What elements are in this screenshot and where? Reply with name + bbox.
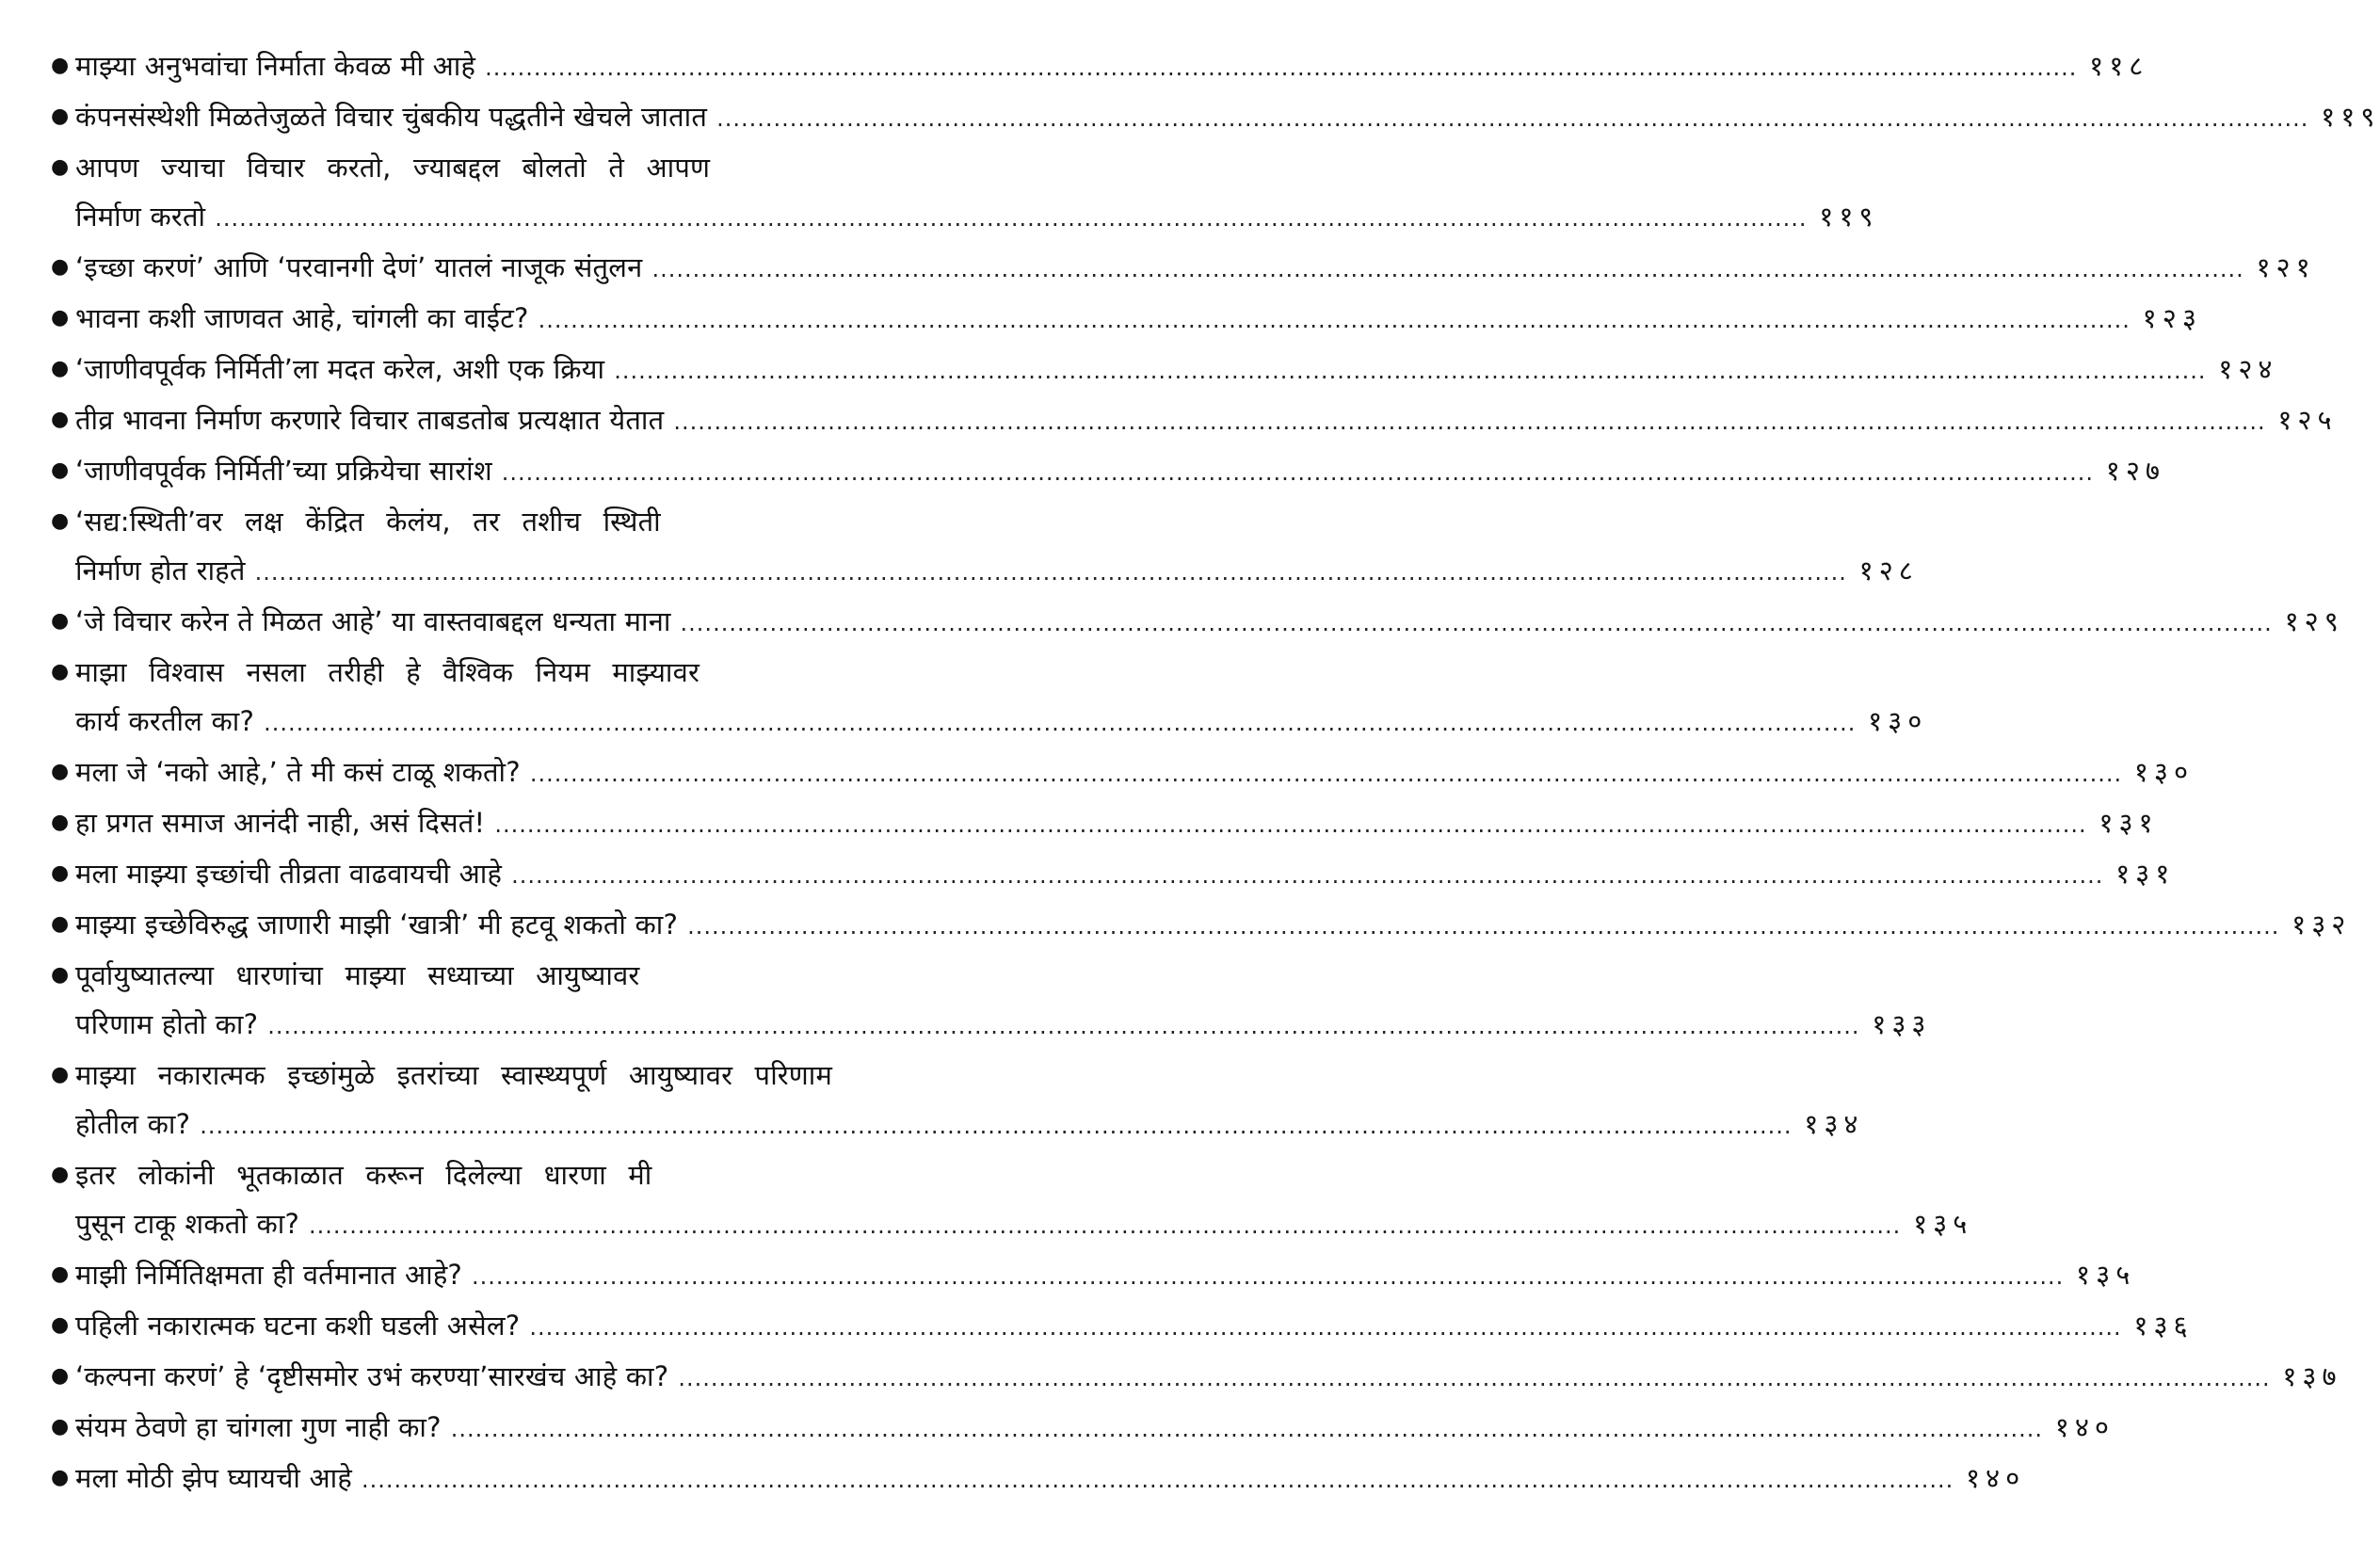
toc-page-number: १२७: [2105, 455, 2166, 487]
dot-leader: [494, 800, 2086, 849]
toc-entry: [47, 747, 2195, 798]
toc-page-number: १३१: [2099, 807, 2159, 839]
toc-page-number: १२५: [2277, 404, 2338, 436]
toc-entry: [47, 497, 1919, 597]
bullet-icon: ●: [51, 760, 70, 783]
toc-page-number: १२८: [1858, 555, 1919, 587]
toc-entry: [47, 345, 2278, 395]
toc-entry: [47, 446, 2166, 497]
dot-leader: [716, 94, 2308, 143]
dot-leader: [614, 346, 2206, 395]
toc-entry-title-line: पूर्वायुष्यातल्या धारणांचा माझ्या सध्याच्या आयुष्यावर: [75, 959, 640, 991]
toc-entry-title-line: ‘सद्य:स्थिती’वर लक्ष केंद्रित केलंय, तर तशीच स्थिती: [75, 506, 661, 538]
dot-leader: [472, 1252, 2064, 1301]
toc-page-number: १३२: [2292, 908, 2352, 940]
toc-entry: [47, 41, 2149, 92]
toc-page-number: १४०: [1965, 1462, 2026, 1494]
toc-page-number: १२१: [2256, 251, 2316, 283]
toc-page-number: १२३: [2142, 302, 2202, 334]
table-of-contents: [47, 41, 2380, 1504]
toc-entry-title: तीव्र भावना निर्माण करणारे विचार ताबडतोब प्रत्यक्षात येतात: [75, 404, 665, 436]
toc-entry-title: ‘कल्पना करणं’ हे ‘दृष्टीसमोर उभं करण्या’सारखंच आहे का?: [75, 1360, 669, 1392]
dot-leader: [673, 397, 2265, 446]
toc-page-number: १४०: [2054, 1411, 2115, 1443]
bullet-icon: ●: [51, 54, 70, 77]
toc-page-number: १३५: [2076, 1259, 2136, 1291]
bullet-icon: ●: [51, 155, 70, 179]
bullet-icon: ●: [51, 458, 70, 482]
toc-entry-line: [75, 1403, 2115, 1454]
dot-leader: [264, 699, 1856, 747]
bullet-icon: ●: [51, 1466, 70, 1489]
toc-entry-title: निर्माण करतो: [75, 201, 206, 233]
toc-entry: [47, 395, 2338, 446]
toc-entry-line: [75, 1250, 2136, 1301]
toc-entry-line: [75, 697, 1928, 747]
toc-entry-line: [75, 1199, 1973, 1250]
dot-leader: [362, 1455, 1954, 1504]
toc-entry-line: [75, 1301, 2194, 1352]
dot-leader: [451, 1405, 2043, 1454]
toc-entry-line: [75, 345, 2278, 395]
bullet-icon: ●: [51, 1313, 70, 1337]
toc-entry-line: [75, 294, 2202, 345]
bullet-icon: ●: [51, 357, 70, 380]
toc-entry-line: [75, 900, 2352, 951]
toc-entry-title: मला मोठी झेप घ्यायची आहे: [75, 1462, 352, 1494]
dot-leader: [529, 1303, 2121, 1352]
toc-entry: [47, 92, 2380, 143]
toc-entry-line: [75, 1352, 2342, 1403]
bullet-icon: ●: [51, 1364, 70, 1388]
toc-entry-line: [75, 1000, 1932, 1051]
toc-entry-line: [75, 446, 2166, 497]
toc-entry-line: [75, 41, 2149, 92]
toc-entry-line: [75, 597, 2344, 648]
bullet-icon: ●: [51, 104, 70, 128]
bullet-icon: ●: [51, 963, 70, 987]
toc-page-number: १३०: [1868, 705, 1928, 737]
bullet-icon: ●: [51, 609, 70, 633]
toc-entry-title: परिणाम होतो का?: [75, 1008, 259, 1040]
dot-leader: [511, 851, 2103, 900]
toc-entry-title: ‘जाणीवपूर्वक निर्मिती’च्या प्रक्रियेचा सारांश: [75, 455, 492, 487]
toc-entry-title-line: इतर लोकांनी भूतकाळात करून दिलेल्या धारणा मी: [75, 1159, 652, 1191]
toc-entry-title: संयम ठेवणे हा चांगला गुण नाही का?: [75, 1411, 442, 1443]
dot-leader: [530, 749, 2122, 798]
toc-entry-line: [75, 546, 1919, 597]
toc-entry-title: ‘इच्छा करणं’ आणि ‘परवानगी देणं’ यातलं नाजूक संतुलन: [75, 251, 643, 283]
toc-page-number: १३४: [1804, 1108, 1864, 1140]
toc-entry-title: माझी निर्मितिक्षमता ही वर्तमानात आहे?: [75, 1259, 463, 1291]
toc-entry-line: [75, 395, 2338, 446]
toc-entry-line: [75, 1454, 2026, 1504]
toc-page-number: १३३: [1872, 1008, 1932, 1040]
toc-entry: [47, 1454, 2026, 1504]
toc-entry: [47, 1051, 1864, 1150]
toc-entry-title: माझ्या इच्छेविरुद्ध जाणारी माझी ‘खात्री’ मी हटवू शकतो का?: [75, 908, 679, 940]
dot-leader: [678, 1354, 2270, 1403]
toc-entry-title: मला माझ्या इच्छांची तीव्रता वाढवायची आहे: [75, 858, 503, 890]
toc-entry: [47, 294, 2202, 345]
toc-page-number: १३६: [2133, 1310, 2194, 1342]
toc-page-number: १३७: [2282, 1360, 2342, 1392]
dot-leader: [215, 194, 1807, 243]
toc-entry: [47, 900, 2352, 951]
bullet-icon: ●: [51, 1415, 70, 1439]
toc-page-number: ११९: [1819, 201, 1879, 233]
toc-entry-line: [75, 849, 2176, 900]
dot-leader: [200, 1101, 1792, 1150]
dot-leader: [267, 1002, 1859, 1051]
toc-page-number: १२४: [2218, 353, 2278, 385]
dot-leader: [681, 599, 2273, 648]
toc-entry-title: कंपनसंस्थेशी मिळतेजुळते विचार चुंबकीय पद्धतीने खेचले जातात: [75, 101, 708, 133]
bullet-icon: ●: [51, 509, 70, 533]
toc-entry-line: [75, 747, 2195, 798]
toc-entry-title: भावना कशी जाणवत आहे, चांगली का वाईट?: [75, 302, 529, 334]
toc-entry-line: [75, 92, 2380, 143]
toc-entry: [47, 243, 2316, 294]
dot-leader: [485, 43, 2077, 92]
toc-page-number: ११९: [2321, 101, 2380, 133]
toc-entry: [47, 1150, 1973, 1250]
dot-leader: [502, 448, 2094, 497]
toc-entry: [47, 597, 2344, 648]
toc-entry-title: पहिली नकारात्मक घटना कशी घडली असेल?: [75, 1310, 521, 1342]
toc-entry: [47, 798, 2159, 849]
toc-entry-title: माझ्या अनुभवांचा निर्माता केवळ मी आहे: [75, 50, 476, 82]
bullet-icon: ●: [51, 1163, 70, 1186]
toc-entry-title: मला जे ‘नको आहे,’ ते मी कसं टाळू शकतो?: [75, 756, 521, 788]
toc-entry-title: ‘जे विचार करेन ते मिळत आहे’ या वास्तवाबद्दल धन्यता माना: [75, 605, 671, 637]
toc-entry: [47, 849, 2176, 900]
toc-entry-title-line: आपण ज्याचा विचार करतो, ज्याबद्दल बोलतो ते आपण: [75, 152, 711, 184]
toc-entry: [47, 951, 1932, 1051]
bullet-icon: ●: [51, 1063, 70, 1086]
dot-leader: [309, 1201, 1901, 1250]
toc-entry-line: [75, 798, 2159, 849]
toc-entry-title-line: माझ्या नकारात्मक इच्छांमुळे इतरांच्या स्वास्थ्यपूर्ण आयुष्यावर परिणाम: [75, 1059, 833, 1091]
toc-entry: [47, 648, 1928, 747]
toc-page-number: १३५: [1913, 1208, 1973, 1240]
bullet-icon: ●: [51, 912, 70, 936]
toc-entry: [47, 1403, 2115, 1454]
toc-entry: [47, 1301, 2194, 1352]
bullet-icon: ●: [51, 408, 70, 431]
toc-page-number: १३०: [2133, 756, 2195, 788]
dot-leader: [651, 245, 2243, 294]
toc-entry-title: हा प्रगत समाज आनंदी नाही, असं दिसतं!: [75, 807, 486, 839]
dot-leader: [687, 902, 2279, 951]
toc-entry: [47, 143, 1879, 243]
bullet-icon: ●: [51, 811, 70, 834]
toc-page-number: १३१: [2115, 858, 2176, 890]
bullet-icon: ●: [51, 255, 70, 279]
bullet-icon: ●: [51, 306, 70, 329]
bullet-icon: ●: [51, 660, 70, 683]
toc-entry-title: होतील का?: [75, 1108, 191, 1140]
toc-page-number: ११८: [2089, 50, 2149, 82]
dot-leader: [255, 548, 1847, 597]
toc-entry-title: ‘जाणीवपूर्वक निर्मिती’ला मदत करेल, अशी एक क्रिया: [75, 353, 605, 385]
bullet-icon: ●: [51, 1262, 70, 1286]
toc-entry-line: [75, 1100, 1864, 1150]
toc-entry-title: पुसून टाकू शकतो का?: [75, 1208, 300, 1240]
bullet-icon: ●: [51, 861, 70, 885]
toc-entry-line: [75, 192, 1879, 243]
dot-leader: [539, 296, 2131, 345]
toc-entry-title: निर्माण होत राहते: [75, 555, 246, 587]
toc-entry: [47, 1352, 2342, 1403]
toc-entry-line: [75, 243, 2316, 294]
toc-page-number: १२९: [2284, 605, 2344, 637]
toc-entry-title-line: माझा विश्वास नसला तरीही हे वैश्विक नियम माझ्यावर: [75, 656, 700, 688]
toc-entry-title: कार्य करतील का?: [75, 705, 255, 737]
toc-entry: [47, 1250, 2136, 1301]
